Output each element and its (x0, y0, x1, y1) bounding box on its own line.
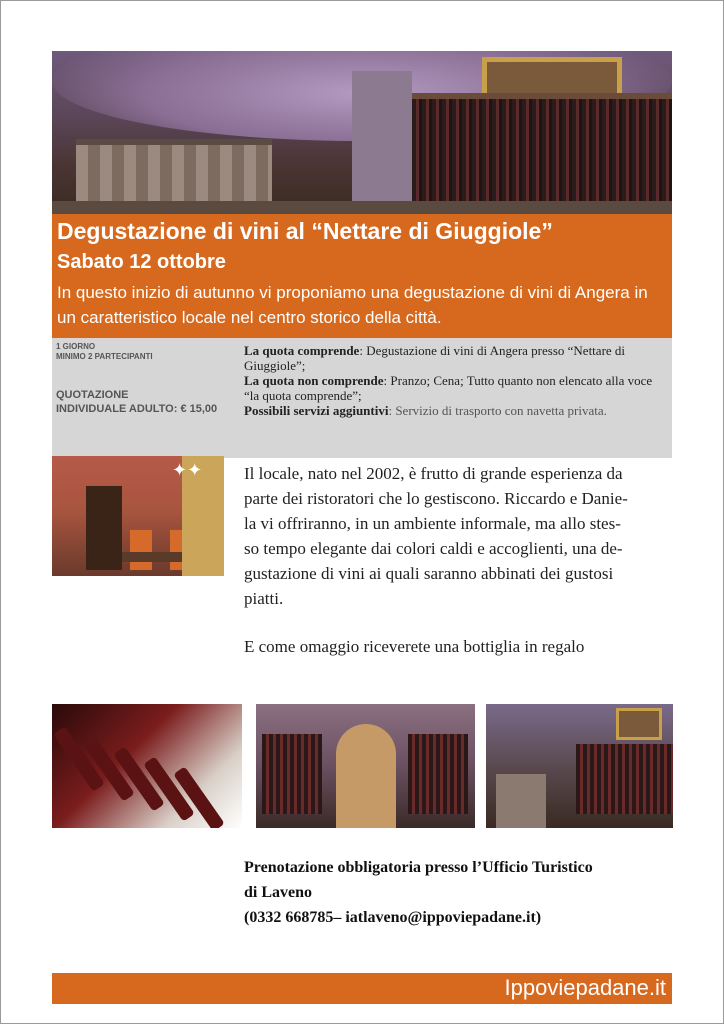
booking-line: di Laveno (244, 884, 313, 901)
brand-logo-text: Ippoviepadane.it (504, 975, 666, 1000)
optional-text: : Servizio di trasporto con navetta privata. (388, 403, 607, 418)
gift-text: E come omaggio riceverete una bottiglia in regalo (244, 637, 585, 656)
event-date: Sabato 12 ottobre (57, 251, 226, 273)
description-line: Il locale, nato nel 2002, è frutto di grande esperienza da (244, 464, 623, 483)
duration-text: 1 GIORNO (56, 342, 96, 351)
hero-photo-wine-bar (52, 51, 672, 214)
description-line: gustazione di vini ai quali saranno abbinati dei gustosi (244, 564, 614, 583)
info-band (52, 338, 672, 458)
title-banner (52, 214, 672, 338)
quote-value: INDIVIDUALE ADULTO: € 15,00 (56, 403, 218, 415)
duration-block (56, 342, 236, 362)
description-line: piatti. (244, 589, 284, 608)
booking-line: Prenotazione obbligatoria presso l’Ufficio Turistico (244, 859, 593, 876)
participants-text: MINIMO 2 PARTECIPANTI (56, 352, 153, 361)
includes-row (244, 343, 664, 373)
price-block (56, 388, 246, 416)
dining-room-photo: ✦✦ (52, 456, 224, 576)
includes-label: La quota comprende (244, 343, 360, 358)
optional-label: Possibili servizi aggiuntivi (244, 403, 389, 418)
quote-label: QUOTAZIONE (56, 389, 129, 401)
includes-text: : Degustazione di vini di Angera presso “Nettare di Giuggiole”; (244, 343, 626, 373)
excludes-text: : Pranzo; Cena; Tutto quanto non elencato alla voce “la quota comprende”; (244, 373, 653, 403)
event-title: Degustazione di vini al “Nettare di Giuggiole” (57, 218, 553, 244)
description-line: so tempo elegante dai colori caldi e accoglienti, una de- (244, 539, 623, 558)
description-text (244, 461, 674, 611)
excludes-row (244, 373, 664, 403)
wine-bottles-photo (52, 704, 242, 828)
description-line: la vi offriranno, in un ambiente informale, ma allo stes- (244, 514, 621, 533)
interior-arch-photo (256, 704, 475, 828)
quote-details (244, 343, 664, 418)
booking-contact: (0332 668785– iatlaveno@ippoviepadane.it) (244, 909, 542, 926)
optional-row (244, 403, 664, 418)
event-description: In questo inizio di autunno vi proponiamo una degustazione di vini di Angera in un caratteristico locale nel centro storico della città. (57, 283, 648, 327)
description-line: parte dei ristoratori che lo gestiscono. Riccardo e Danie- (244, 489, 628, 508)
footer-bar (52, 973, 672, 1004)
bar-counter-photo (486, 704, 673, 828)
booking-info (244, 855, 684, 930)
excludes-label: La quota non comprende (244, 373, 384, 388)
